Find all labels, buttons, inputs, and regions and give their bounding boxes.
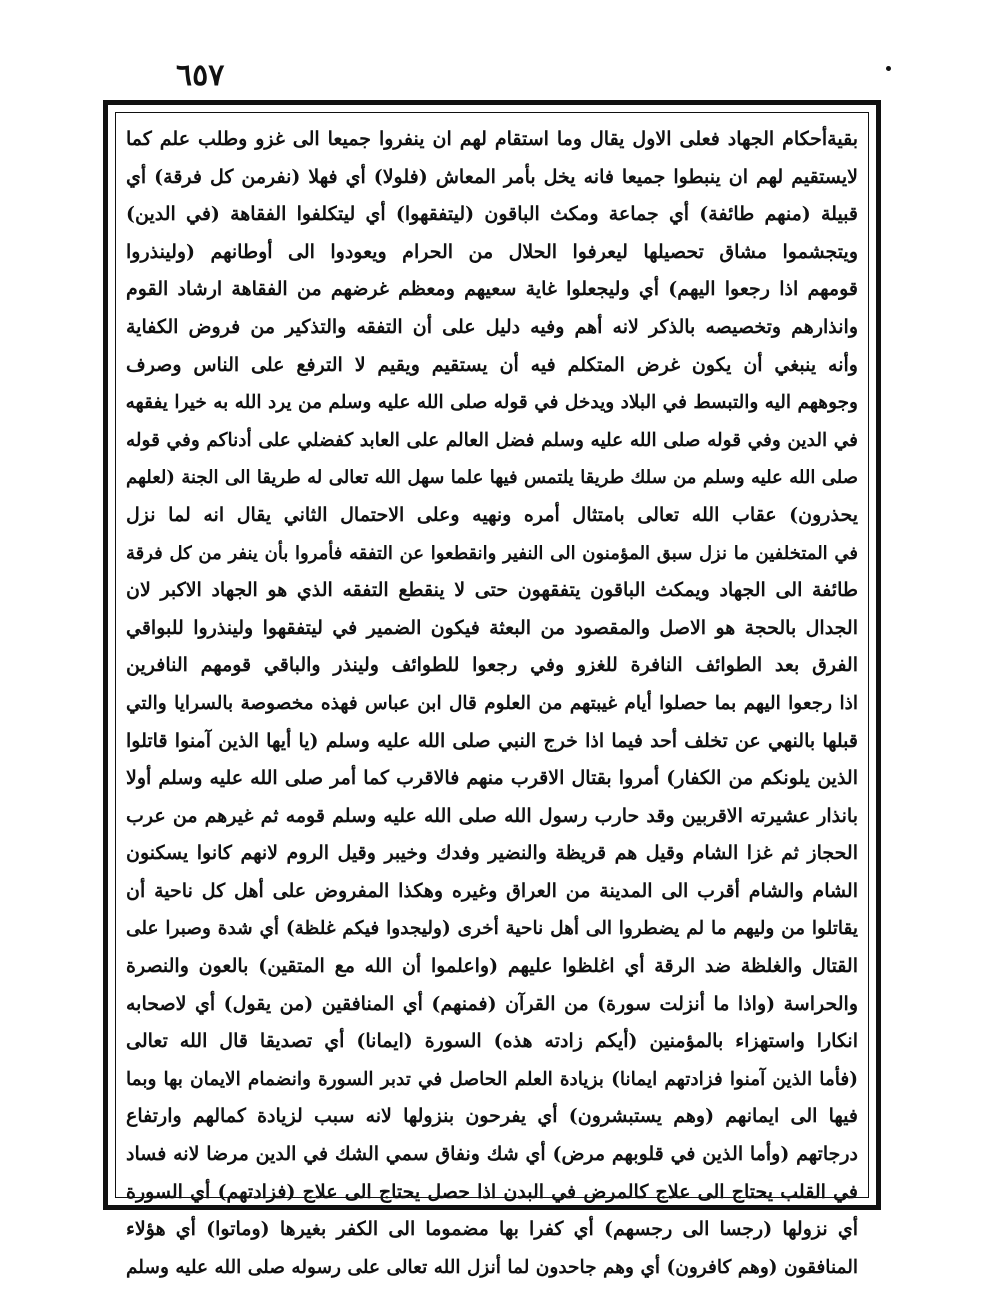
text-line: قومهم اذا رجعوا اليهم) أي وليجعلوا غاية سعيهم ومعظم غرضهم من الفقاهة ارشاد القوم [126, 278, 858, 301]
text-line: يقاتلوا من وليهم ما لم يضطروا الى أهل ناحية أخرى (وليجدوا فيكم غلظة) أي شدة وصبرا على [126, 918, 858, 940]
text-line: (فأما الذين آمنوا فزادتهم ايمانا) بزيادة العلم الحاصل في تدبر السورة وانضمام الايمان بها وبما [126, 1068, 858, 1090]
text-line: الحجاز ثم غزا الشام وقيل هم قريظة والنضير وفدك وخيبر وقيل الروم لانهم كانوا يسكنون [126, 842, 858, 865]
page-number: ٦٥٧ [176, 58, 225, 93]
body-text [126, 121, 858, 1286]
text-line: بانذار عشيرته الاقربين وقد حارب رسول الله صلى الله عليه وسلم قومه ثم غيرهم من عرب [126, 804, 858, 827]
text-line: في القلب يحتاج الى علاج كالمرض في البدن اذا حصل يحتاج الى علاج (فزادتهم) أي السورة [126, 1180, 858, 1203]
text-line: يحذرون) عقاب الله تعالى بامتثال أمره ونهيه وعلى الاحتمال الثاني يقال انه لما نزل [126, 503, 858, 526]
text-line: وجوههم اليه والتبسط في البلاد ويدخل في قوله صلى الله عليه وسلم من يرد الله به خيرا يفقهه [125, 392, 858, 414]
text-line: وأنه ينبغي أن يكون غرض المتكلم فيه أن يستقيم ويقيم لا الترفع على الناس وصرف [126, 353, 858, 376]
text-line: قبيلة (منهم طائفة) أي جماعة ومكث الباقون (ليتفقهوا) أي ليتكلفوا الفقاهة (في الدين) [126, 203, 858, 226]
text-line: الجدال بالحجة هو الاصل والمقصود من البعثة فيكون الضمير في ليتفقهوا ولينذروا للبواقي [126, 616, 858, 639]
text-line: انكارا واستهزاء بالمؤمنين (أيكم زادته هذه) السورة (ايمانا) أي تصديقا قال الله تعالى [126, 1030, 858, 1053]
text-line: فيها الى ايمانهم (وهم يستبشرون) أي يفرحون بنزولها لانه سبب لزيادة كمالهم وارتفاع [126, 1105, 858, 1128]
text-line: في المتخلفين ما نزل سبق المؤمنون الى النفير وانقطعوا عن التفقه فأمروا بأن ينفر من كل فرقة [126, 542, 858, 564]
text-line: المنافقون (وهم كافرون) أي وهم جاحدون لما أنزل الله تعالى على رسوله صلى الله عليه وسلم [126, 1256, 858, 1278]
text-line: بقيةأحكام الجهاد فعلى الاول يقال وما استقام لهم ان ينفروا جميعا الى غزو وطلب علم كما [126, 128, 858, 150]
text-line: ويتجشموا مشاق تحصيلها ليعرفوا الحلال من الحرام ويعودوا الى أوطانهم (ولينذروا [126, 240, 858, 263]
text-line: طائفة الى الجهاد ويمكث الباقون يتفقهون حتى لا ينقطع التفقه الذي هو الجهاد الاكبر لان [126, 579, 858, 602]
text-line: لايستقيم لهم ان ينبطوا جميعا فانه يخل بأمر المعاش (فلولا) أي فهلا (نفرمن كل فرقة) أي [126, 165, 858, 188]
text-line: درجاتهم (وأما الذين في قلوبهم مرض) أي شك ونفاق سمي الشك في الدين مرضا لانه فساد [126, 1143, 858, 1166]
text-line: أي نزولها (رجسا الى رجسهم) أي كفرا بها مضموما الى الكفر بغيرها (وماتوا) أي هؤلاء [126, 1218, 858, 1241]
text-line: في الدين وفي قوله صلى الله عليه وسلم فضل العالم على العابد كفضلي على أدناكم وفي قوله [126, 429, 858, 451]
text-line: القتال والغلظة ضد الرقة أي اغلظوا عليهم (واعلموا أن الله مع المتقين) بالعون والنصرة [126, 955, 858, 978]
text-line: صلى الله عليه وسلم من سلك طريقا يلتمس فيها علما سهل الله تعالى له طريقا الى الجنة (لعلهم [126, 467, 858, 489]
page-border [103, 100, 881, 1278]
text-line: الشام والشام أقرب الى المدينة من العراق وغيره وهكذا المفروض على أهل كل ناحية أن [126, 879, 858, 902]
text-line: الذين يلونكم من الكفار) أمروا بقتال الاقرب منهم فالاقرب كما أمر صلى الله عليه وسلم أولا [126, 767, 858, 790]
text-line: وانذارهم وتخصيصه بالذكر لانه أهم وفيه دليل على أن التفقه والتذكير من فروض الكفاية [126, 315, 858, 338]
text-frame [115, 112, 869, 1278]
text-line: الفرق بعد الطوائف النافرة للغزو وفي رجعوا للطوائف ولينذر والباقي قومهم النافرين [126, 654, 858, 677]
text-line: اذا رجعوا اليهم بما حصلوا أيام غيبتهم من العلوم قال ابن عباس فهذه مخصوصة بالسرايا والتي [126, 692, 858, 714]
text-line: قبلها بالنهي عن تخلف أحد فيما اذا خرج النبي صلى الله عليه وسلم (يا أيها الذين آمنوا قاتلوا [126, 729, 858, 752]
ink-dot [886, 66, 891, 71]
text-line: والحراسة (واذا ما أنزلت سورة) من القرآن (فمنهم) أي المنافقين (من يقول) أي لاصحابه [126, 992, 858, 1015]
